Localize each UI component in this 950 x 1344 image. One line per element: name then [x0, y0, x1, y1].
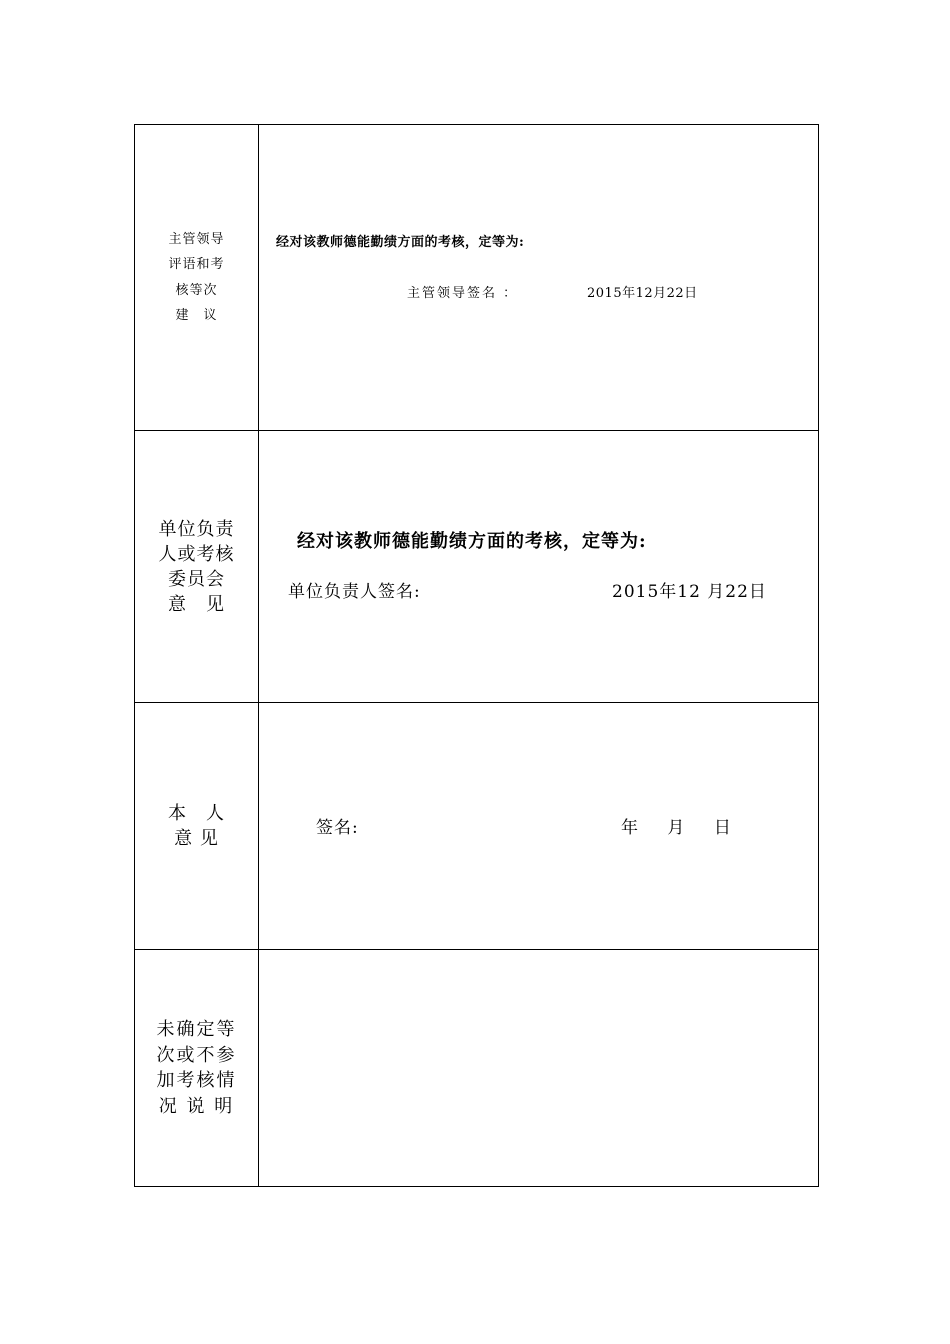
label-line: 单位负责 — [158, 518, 235, 540]
supervisor-signature-label: 主管领导签名 ： — [407, 286, 519, 301]
label-line: 核等次 — [175, 282, 218, 298]
date-month-label: 月 — [667, 818, 686, 838]
label-line: 委员会 — [168, 568, 225, 590]
self-signature-label: 签名: — [316, 818, 359, 838]
self-opinion-label — [135, 703, 259, 949]
unit-head-statement: 经对该教师德能勤绩方面的考核，定等为: — [297, 531, 647, 552]
label-line: 本 人 — [168, 803, 225, 824]
unit-head-opinion-content[interactable] — [259, 431, 818, 702]
label-line: 次或不参 — [156, 1044, 237, 1066]
self-opinion-row — [135, 703, 818, 950]
supervisor-comment-content[interactable] — [259, 125, 818, 430]
supervisor-signature-date: 2015年12月22日 — [587, 286, 698, 301]
label-line: 加考核情 — [156, 1070, 237, 1091]
unrated-explanation-row — [135, 950, 818, 1186]
date-year-label: 年 — [621, 818, 639, 838]
supervisor-comment-label — [135, 125, 259, 430]
unrated-explanation-content[interactable] — [259, 950, 818, 1186]
label-line: 意 见 — [174, 828, 219, 849]
self-opinion-content[interactable] — [259, 703, 818, 949]
label-line: 主管领导 — [168, 231, 225, 247]
label-line: 未确定等 — [156, 1019, 237, 1040]
unit-head-signature-label: 单位负责人签名: — [288, 582, 421, 602]
appraisal-form-table — [134, 124, 819, 1187]
label-line: 况 说 明 — [158, 1095, 235, 1117]
self-signature-date — [621, 813, 754, 838]
unit-head-signature-date: 2015年12 月22日 — [612, 582, 767, 602]
unit-head-opinion-row — [135, 431, 818, 703]
supervisor-statement: 经对该教师德能勤绩方面的考核，定等为: — [276, 235, 525, 250]
label-line: 意 见 — [168, 593, 225, 615]
unrated-explanation-label — [135, 950, 259, 1186]
label-line: 评语和考 — [168, 257, 225, 272]
label-line: 人或考核 — [158, 543, 235, 565]
supervisor-comment-row — [135, 125, 818, 431]
date-day-label: 日 — [713, 818, 732, 838]
label-line: 建 议 — [175, 308, 218, 323]
unit-head-opinion-label — [135, 431, 259, 702]
